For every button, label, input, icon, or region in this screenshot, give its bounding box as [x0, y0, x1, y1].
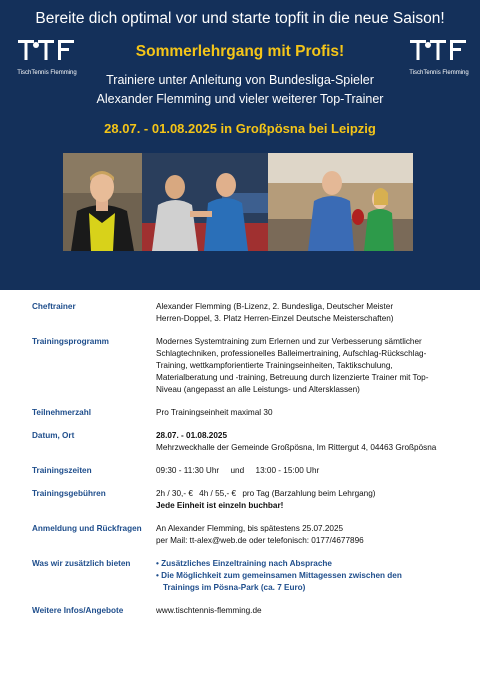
- row-anmeldung: [32, 523, 452, 547]
- text-line: Materialberatung und -training, Betreuung durch lizenzierte Trainer mit Top-: [156, 373, 429, 382]
- website-link[interactable]: www.tischtennis-flemming.de: [156, 606, 262, 615]
- text-line: An Alexander Flemming, bis spätestens 25.07.2025: [156, 524, 344, 533]
- value-trainingsgebuehren: [156, 488, 452, 512]
- text-line: Schlagtechniken, professionelles Balleimertraining, Aufschlag-Rückschlag-: [156, 349, 427, 358]
- fee-highlight: Jede Einheit ist einzeln buchbar!: [156, 501, 284, 510]
- row-datum-ort: [32, 430, 452, 454]
- value-anmeldung: [156, 523, 452, 547]
- list-item: [156, 570, 452, 582]
- photo-player-portrait: [63, 153, 142, 251]
- tagline: Bereite dich optimal vor und starte topfit in die neue Saison!: [35, 10, 445, 27]
- subline-2: Alexander Flemming und vieler weiterer Top-Trainer: [96, 92, 384, 106]
- row-trainingsgebuehren: [32, 488, 452, 512]
- training-times: 09:30 - 11:30 Uhr und 13:00 - 15:00 Uhr: [156, 466, 320, 475]
- photo-kids-training: [268, 153, 413, 251]
- label-infos: Weitere Infos/Angebote: [32, 606, 124, 615]
- text-line: Niveau (angepasst an alle Leistungs- und Altersklassen): [156, 385, 360, 394]
- list-item: [156, 558, 452, 570]
- extra-item-2-cont: Trainings im Pösna-Park (ca. 7 Euro): [163, 583, 306, 592]
- fee-4h: 4h / 55,- €: [199, 489, 237, 498]
- label-extras: Was wir zusätzlich bieten: [32, 559, 131, 568]
- value-extras: [156, 558, 452, 594]
- value-cheftrainer: [156, 301, 452, 325]
- extra-item-2: Die Möglichkeit zum gemeinsamen Mittagessen zwischen den: [161, 571, 402, 580]
- logo-text-right: TischTennis Flemming: [409, 70, 469, 76]
- value-trainingsprogramm: [156, 336, 452, 396]
- bullet-icon: •: [156, 571, 162, 580]
- label-anmeldung: Anmeldung und Rückfragen: [32, 524, 142, 533]
- text-line: Modernes Systemtraining zum Erlernen und zur Verbesserung sämtlicher: [156, 337, 422, 346]
- value-teilnehmerzahl: [156, 407, 452, 419]
- row-infos: [32, 605, 452, 617]
- label-teilnehmerzahl: Teilnehmerzahl: [32, 408, 91, 417]
- row-trainingszeiten: [32, 465, 452, 477]
- row-trainingsprogramm: [32, 336, 452, 396]
- text-line: Pro Trainingseinheit maximal 30: [156, 408, 273, 417]
- contact-line: per Mail: tt-alex@web.de oder telefonisch: 0177/4677896: [156, 536, 364, 545]
- event-dates: 28.07. - 01.08.2025: [156, 431, 228, 440]
- event-venue: Mehrzweckhalle der Gemeinde Großpösna, Im Rittergut 4, 04463 Großpösna: [156, 443, 437, 452]
- value-datum-ort: [156, 430, 452, 454]
- date-place: 28.07. - 01.08.2025 in Großpösna bei Leipzig: [104, 121, 376, 136]
- bullet-icon: •: [156, 559, 162, 568]
- extra-item-1: Zusätzliches Einzeltraining nach Absprache: [161, 559, 332, 568]
- fee-note: pro Tag (Barzahlung beim Lehrgang): [242, 489, 376, 498]
- fee-2h: 2h / 30,- €: [156, 489, 193, 498]
- subline-1: Trainiere unter Anleitung von Bundesliga-Spieler: [106, 73, 374, 87]
- logo-text-left: TischTennis Flemming: [17, 70, 77, 76]
- label-trainingsgebuehren: Trainingsgebühren: [32, 489, 106, 498]
- text-line: Herren-Doppel, 3. Platz Herren-Einzel Deutsche Meisterschaften): [156, 314, 394, 323]
- label-datum-ort: Datum, Ort: [32, 431, 75, 440]
- fee-line: [156, 488, 452, 500]
- header-banner: [0, 0, 480, 290]
- value-infos: [156, 605, 452, 617]
- value-trainingszeiten: [156, 465, 452, 477]
- details-table: [32, 301, 452, 628]
- label-trainingsprogramm: Trainingsprogramm: [32, 337, 109, 346]
- row-teilnehmerzahl: [32, 407, 452, 419]
- row-cheftrainer: [32, 301, 452, 325]
- text-line: Training, wettkampforientierte Trainingseinheiten, Taktikschulung,: [156, 361, 393, 370]
- label-trainingszeiten: Trainingszeiten: [32, 466, 92, 475]
- row-extras: [32, 558, 452, 594]
- headline: Sommerlehrgang mit Profis!: [135, 43, 345, 60]
- photo-handshake: [142, 153, 268, 251]
- text-line: Alexander Flemming (B-Lizenz, 2. Bundesliga, Deutscher Meister: [156, 302, 394, 311]
- label-cheftrainer: Cheftrainer: [32, 302, 76, 311]
